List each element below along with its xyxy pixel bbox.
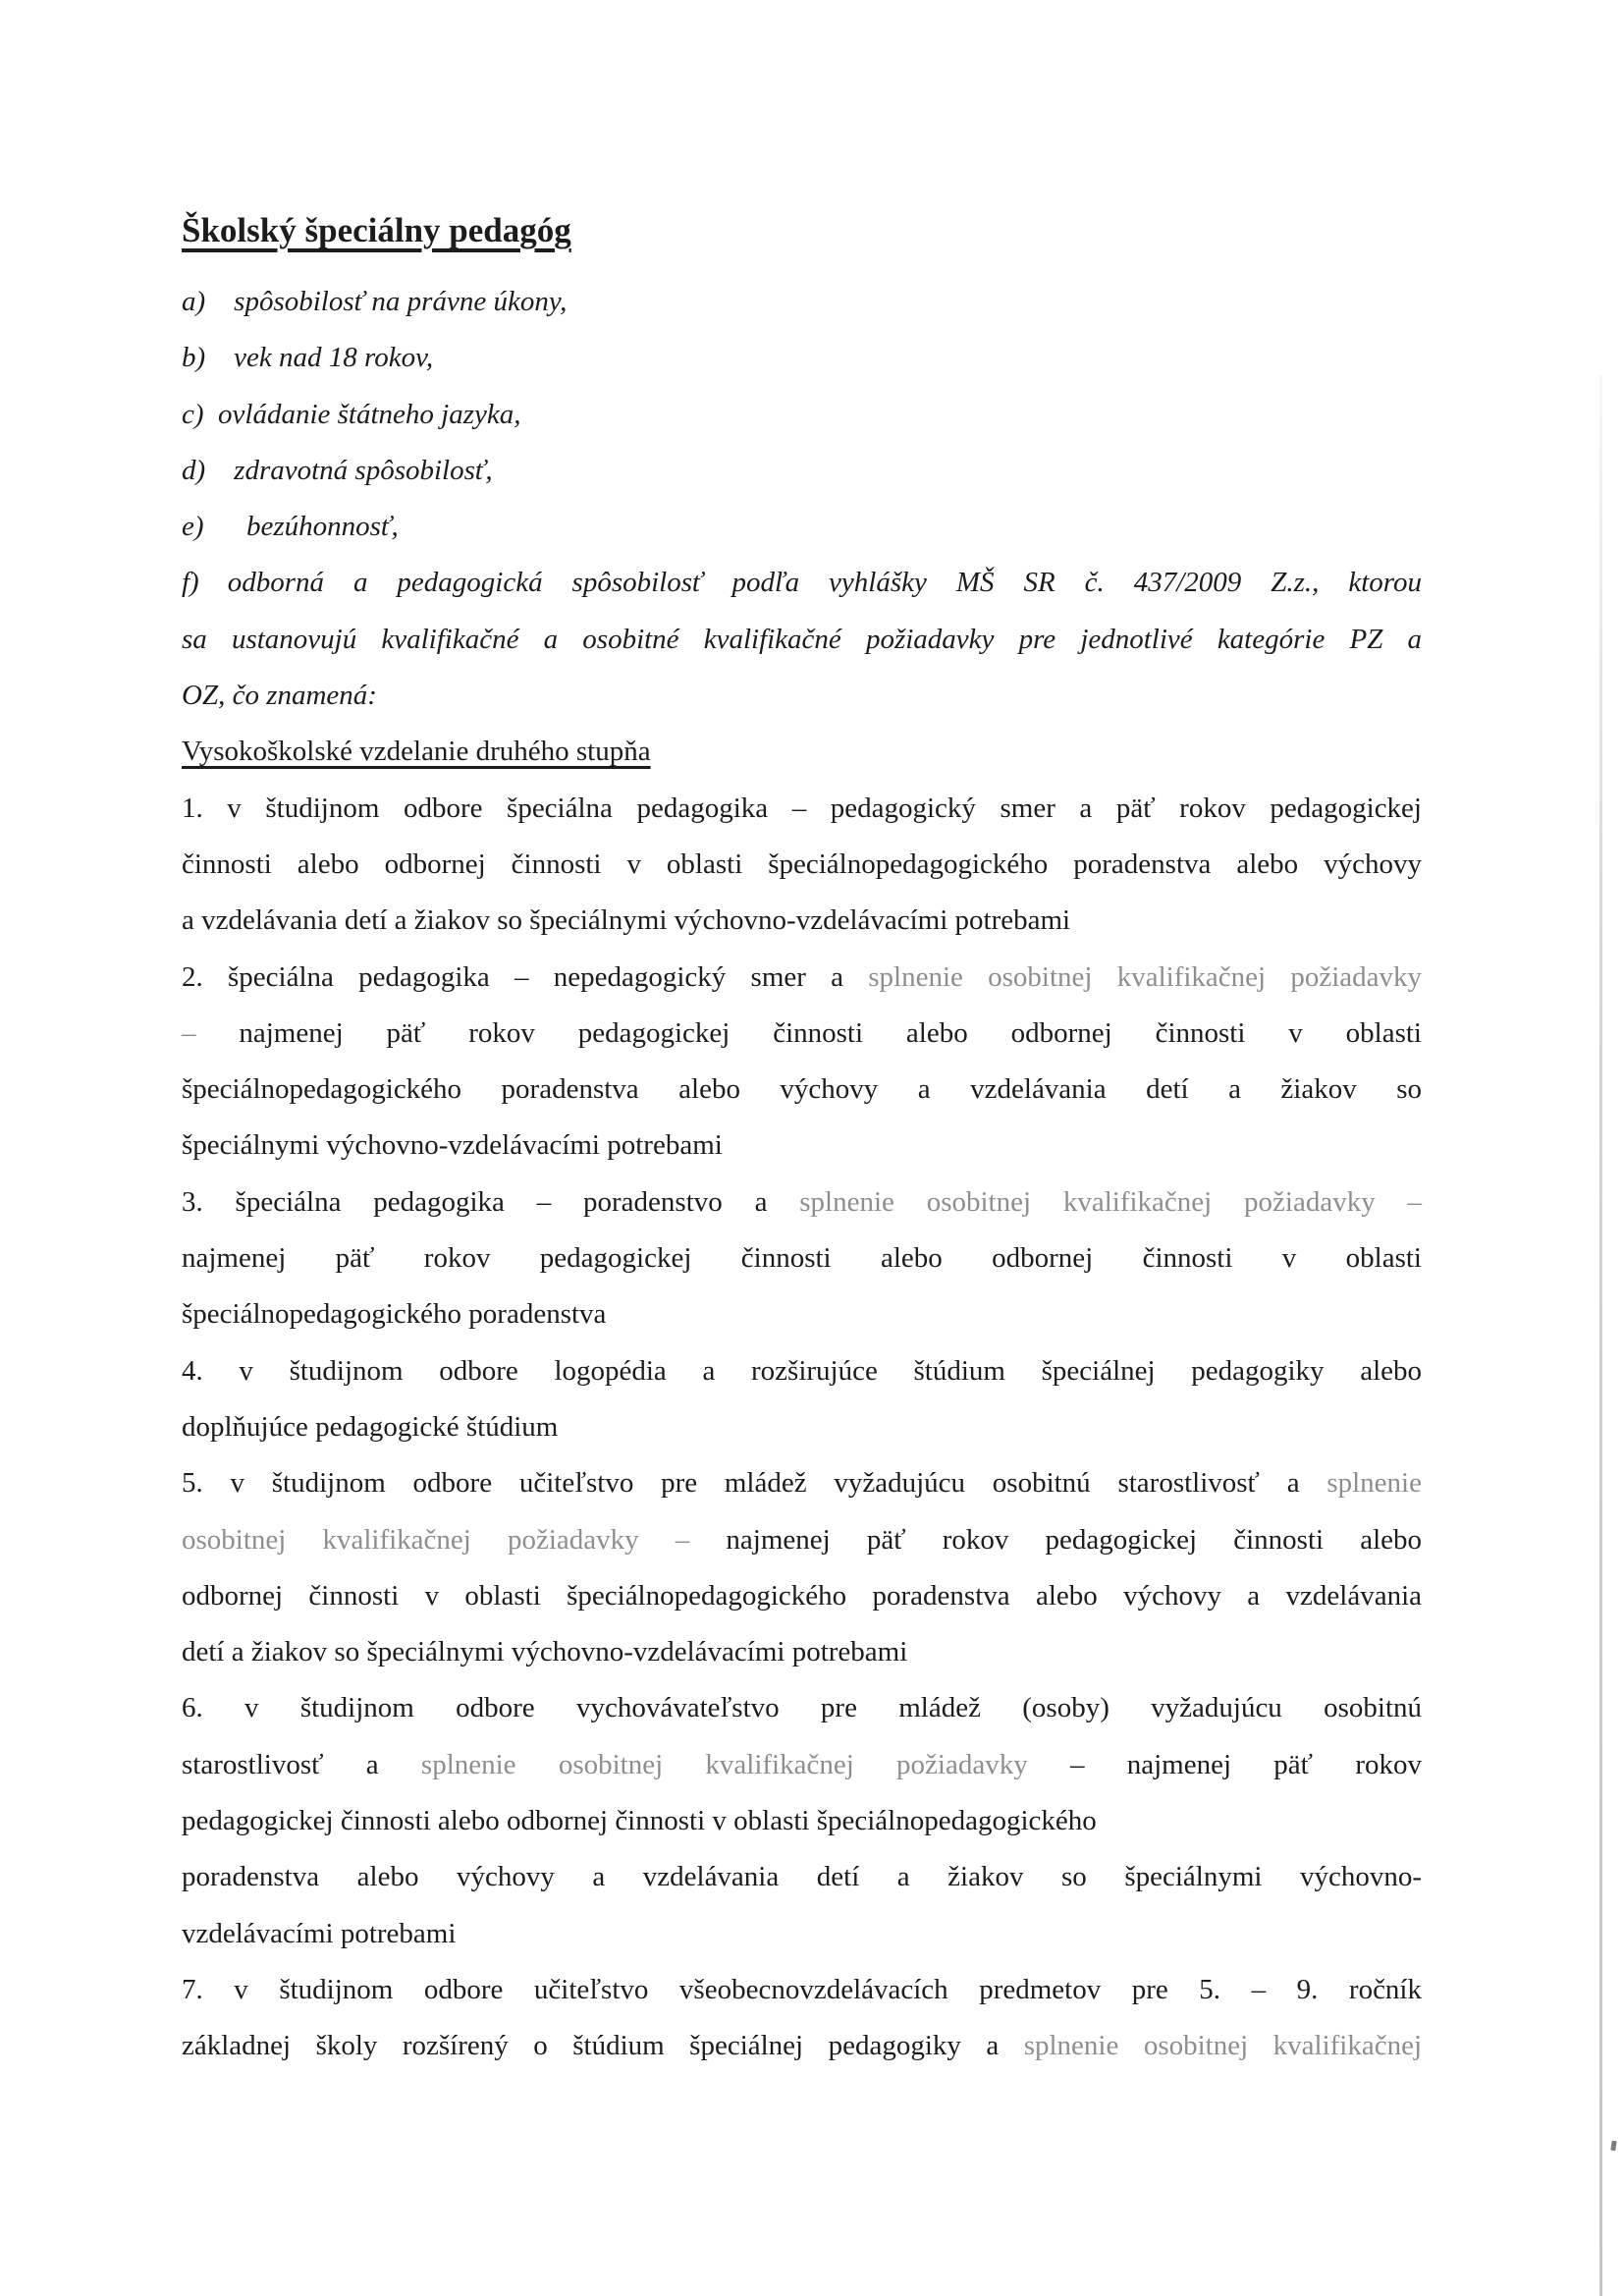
list-item-f-line-2 bbox=[182, 612, 1422, 668]
text-segment: najmenej päť rokov pedagogickej činnosti alebo odbornej činnosti v oblasti bbox=[182, 1242, 1422, 1275]
document-title: Školský špeciálny pedagóg bbox=[182, 211, 571, 249]
list-item-b bbox=[182, 330, 1422, 386]
list-item-d bbox=[182, 443, 1422, 499]
list-item-a bbox=[182, 274, 1422, 330]
text-segment: sa ustanovujú kvalifikačné a osobitné kvalifikačné požiadavky pre jednotlivé kategórie PZ a bbox=[182, 623, 1422, 655]
text-segment: pedagogickej činnosti alebo odbornej činnosti v oblasti špeciálnopedagogického bbox=[182, 1805, 1097, 1837]
faded-text-segment: splnenie osobitnej kvalifikačnej požiadavky bbox=[420, 1748, 1028, 1780]
list-item-c bbox=[182, 387, 1422, 443]
paragraph-3-line-2 bbox=[182, 1230, 1422, 1286]
paragraph-2-line-2 bbox=[182, 1006, 1422, 1062]
text-segment: špeciálnymi výchovno-vzdelávacími potrebami bbox=[182, 1129, 723, 1162]
text-segment: odbornej činnosti v oblasti špeciálnopedagogického poradenstva alebo výchovy a vzdelávania bbox=[182, 1579, 1422, 1612]
paragraph-1-line-2 bbox=[182, 837, 1422, 893]
paragraph-5-line-2 bbox=[182, 1512, 1422, 1568]
text-segment: 6. v študijnom odbore vychovávateľstvo pre mládež (osoby) vyžadujúcu osobitnú bbox=[182, 1692, 1422, 1724]
text-segment: a vzdelávania detí a žiakov so špeciálnymi výchovno-vzdelávacími potrebami bbox=[182, 904, 1071, 937]
paragraph-6-line-3 bbox=[182, 1793, 1422, 1849]
text-segment: vzdelávacími potrebami bbox=[182, 1917, 457, 1949]
text-segment: základnej školy rozšírený o štúdium špeciálnej pedagogiky a bbox=[182, 2030, 1024, 2062]
text-segment: 5. v študijnom odbore učiteľstvo pre mládež vyžadujúcu osobitnú starostlivosť a bbox=[182, 1467, 1327, 1500]
text-segment: poradenstva alebo výchovy a vzdelávania detí a žiakov so špeciálnymi výchovno- bbox=[182, 1861, 1422, 1893]
list-item-e bbox=[182, 499, 1422, 555]
paragraph-6-line-2 bbox=[182, 1737, 1422, 1793]
paragraph-4-line-1 bbox=[182, 1343, 1422, 1399]
paragraph-3-line-1 bbox=[182, 1175, 1422, 1230]
paragraph-6-line-4 bbox=[182, 1849, 1422, 1905]
faded-text-segment: splnenie osobitnej kvalifikačnej bbox=[1023, 2030, 1423, 2062]
list-item-f-line-1 bbox=[182, 555, 1422, 611]
paragraph-7-line-2 bbox=[182, 2018, 1422, 2074]
text-segment: f) odborná a pedagogická spôsobilosť podľa vyhlášky MŠ SR č. 437/2009 Z.z., ktorou bbox=[182, 567, 1422, 599]
text-segment: špeciálnopedagogického poradenstva bbox=[182, 1298, 607, 1331]
paragraph-1-line-1 bbox=[182, 781, 1422, 837]
text-segment: a) spôsobilosť na právne úkony, bbox=[182, 286, 568, 317]
paragraph-2-line-3 bbox=[182, 1062, 1422, 1118]
text-segment: 3. špeciálna pedagogika – poradenstvo a bbox=[182, 1185, 800, 1218]
text-segment: špeciálnopedagogického poradenstva alebo výchovy a vzdelávania detí a žiakov so bbox=[182, 1073, 1422, 1106]
section-heading bbox=[182, 724, 1422, 780]
document-body bbox=[182, 199, 1422, 2075]
paragraph-6-line-5 bbox=[182, 1906, 1422, 1962]
text-segment: c) ovládanie štátneho jazyka, bbox=[182, 398, 521, 430]
paragraph-5-line-4 bbox=[182, 1624, 1422, 1680]
faded-text-segment: splnenie osobitnej kvalifikačnej požiadavky – bbox=[799, 1185, 1422, 1218]
text-segment: 7. v študijnom odbore učiteľstvo všeobecnovzdelávacích predmetov pre 5. – 9. ročník bbox=[182, 1973, 1422, 2005]
paragraph-5-line-1 bbox=[182, 1455, 1422, 1511]
paragraph-2-line-1 bbox=[182, 950, 1422, 1006]
paragraph-2-line-4 bbox=[182, 1118, 1422, 1174]
text-segment: činnosti alebo odbornej činnosti v oblasti špeciálnopedagogického poradenstva alebo výchovy bbox=[182, 847, 1422, 880]
paragraph-7-line-1 bbox=[182, 1962, 1422, 2018]
text-segment: najmenej päť rokov pedagogickej činnosti alebo bbox=[689, 1523, 1423, 1556]
text-segment: OZ, čo znamená: bbox=[182, 680, 377, 712]
text-segment: b) vek nad 18 rokov, bbox=[182, 342, 434, 374]
text-segment: 2. špeciálna pedagogika – nepedagogický smer a bbox=[182, 960, 869, 993]
faded-text-segment: osobitnej kvalifikačnej požiadavky – bbox=[182, 1523, 690, 1556]
text-segment: 1. v študijnom odbore špeciálna pedagogika – pedagogický smer a päť rokov pedagogickej bbox=[182, 792, 1422, 824]
text-segment: Vysokoškolské vzdelanie druhého stupňa bbox=[182, 736, 651, 768]
text-segment: doplňujúce pedagogické štúdium bbox=[182, 1410, 559, 1443]
paragraph-3-line-3 bbox=[182, 1286, 1422, 1342]
paragraph-5-line-3 bbox=[182, 1568, 1422, 1624]
text-segment: 4. v študijnom odbore logopédia a rozširujúce štúdium špeciálnej pedagogiky alebo bbox=[182, 1354, 1422, 1387]
text-segment: najmenej päť rokov pedagogickej činnosti alebo odbornej činnosti v oblasti bbox=[195, 1016, 1422, 1049]
faded-text-segment: splnenie osobitnej kvalifikačnej požiadavky bbox=[868, 960, 1422, 993]
paragraph-1-line-3 bbox=[182, 893, 1422, 949]
paragraph-6-line-1 bbox=[182, 1680, 1422, 1736]
faded-text-segment: splnenie bbox=[1326, 1467, 1422, 1500]
paragraph-4-line-2 bbox=[182, 1399, 1422, 1455]
faded-text-segment: – bbox=[182, 1016, 196, 1049]
text-segment: starostlivosť a bbox=[182, 1748, 421, 1780]
scan-edge-artifact bbox=[1599, 375, 1602, 2296]
list-item-f-line-3 bbox=[182, 668, 1422, 724]
text-segment: d) zdravotná spôsobilosť, bbox=[182, 454, 493, 486]
text-segment: – najmenej päť rokov bbox=[1027, 1748, 1422, 1780]
text-segment: e) bezúhonnosť, bbox=[182, 511, 399, 543]
scan-speck-artifact bbox=[1610, 2141, 1616, 2152]
text-segment: detí a žiakov so špeciálnymi výchovno-vzdelávacími potrebami bbox=[182, 1636, 908, 1668]
